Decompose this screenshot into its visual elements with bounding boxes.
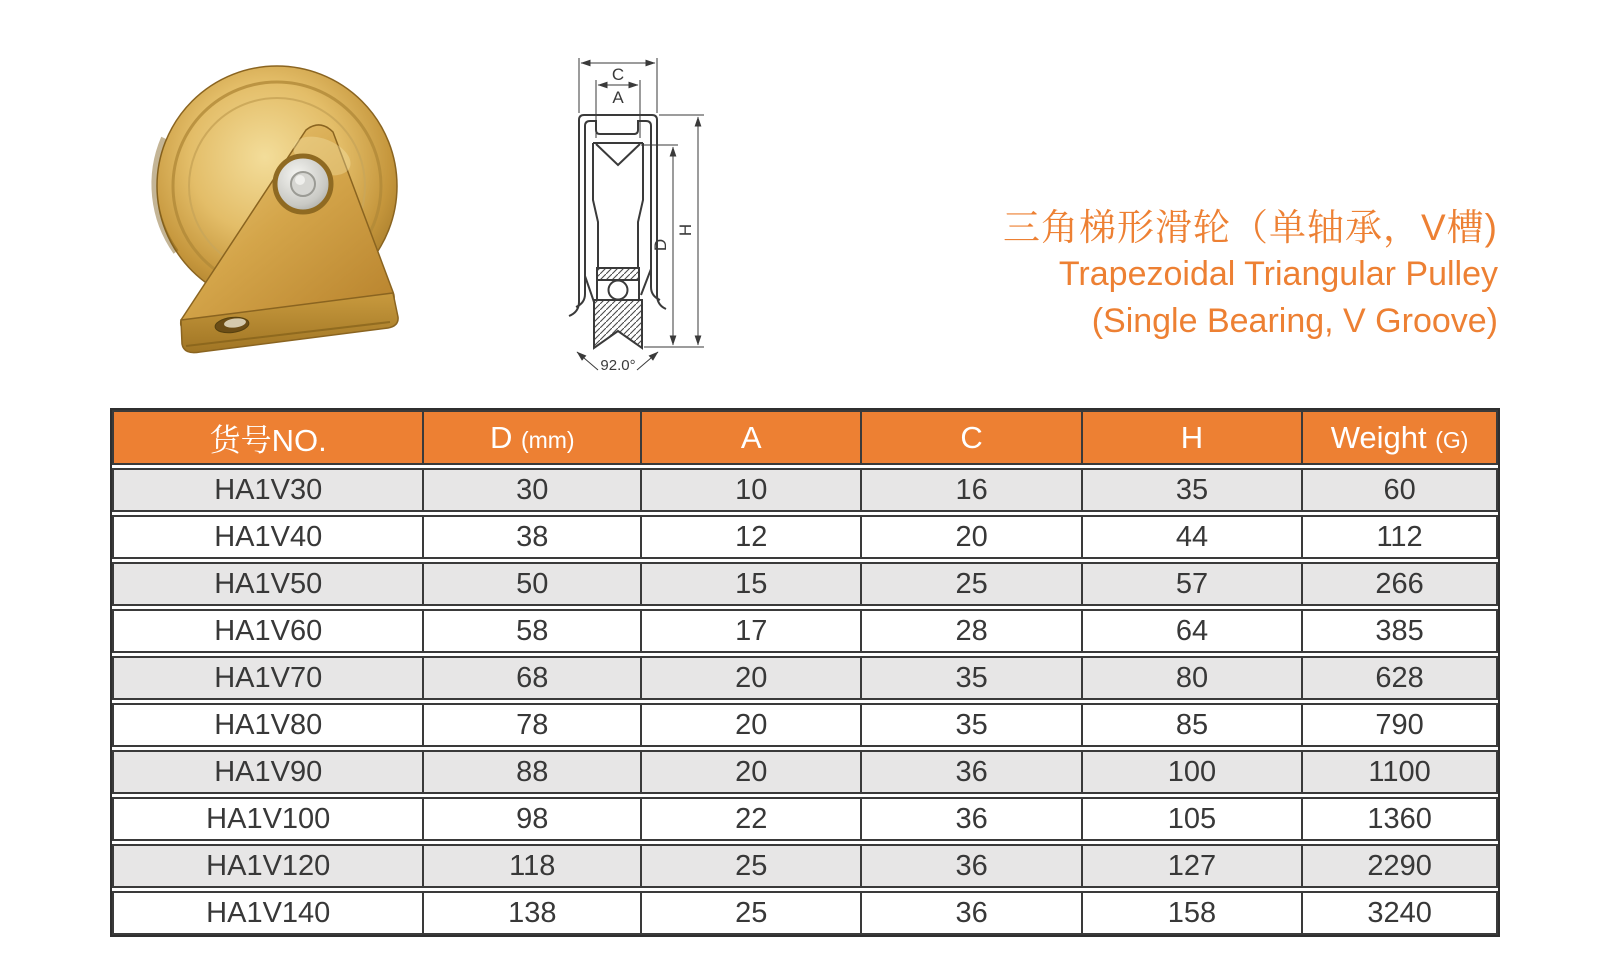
- dim-label-d: D: [651, 238, 670, 252]
- groove-angle-label: 92.0°: [600, 357, 636, 374]
- cell-a: 10: [640, 468, 860, 512]
- product-title-en-line2: (Single Bearing, V Groove): [1091, 302, 1498, 340]
- axle-bolt: [275, 156, 331, 212]
- cell-no: HA1V40: [112, 515, 422, 559]
- spec-table-wrap: [110, 408, 1500, 937]
- col-header-d-unit: (mm): [520, 426, 575, 453]
- cell-a: 20: [640, 750, 860, 794]
- col-header-weight-unit: (G): [1435, 426, 1469, 453]
- cell-weight: 385: [1301, 609, 1498, 653]
- cell-d: 118: [422, 844, 640, 888]
- cell-no: HA1V90: [112, 750, 422, 794]
- header-row: [112, 410, 1498, 465]
- table-row: [112, 609, 1498, 653]
- table-row: [112, 844, 1498, 888]
- cell-d: 38: [422, 515, 640, 559]
- col-header-d: [422, 410, 640, 465]
- col-header-a: [640, 410, 860, 465]
- cell-c: 16: [860, 468, 1080, 512]
- cell-weight: 266: [1301, 562, 1498, 606]
- cell-a: 12: [640, 515, 860, 559]
- cell-c: 35: [860, 703, 1080, 747]
- col-header-h-label: H: [1180, 419, 1204, 455]
- cell-weight: 60: [1301, 468, 1498, 512]
- cell-h: 127: [1081, 844, 1301, 888]
- cell-weight: 1100: [1301, 750, 1498, 794]
- col-header-no-label: 货号NO.: [209, 423, 327, 458]
- cell-weight: 2290: [1301, 844, 1498, 888]
- table-row: [112, 703, 1498, 747]
- col-header-weight-label: Weight: [1330, 419, 1427, 455]
- col-header-weight: [1301, 410, 1498, 465]
- cell-d: 88: [422, 750, 640, 794]
- dim-label-a: A: [612, 88, 624, 107]
- col-header-c: [860, 410, 1080, 465]
- cell-h: 85: [1081, 703, 1301, 747]
- dim-label-h: H: [676, 223, 695, 237]
- col-header-h: [1081, 410, 1301, 465]
- cell-no: HA1V100: [112, 797, 422, 841]
- cell-d: 138: [422, 891, 640, 935]
- cell-h: 44: [1081, 515, 1301, 559]
- product-title: [1003, 204, 1498, 345]
- cell-a: 17: [640, 609, 860, 653]
- cell-c: 36: [860, 844, 1080, 888]
- cell-no: HA1V140: [112, 891, 422, 935]
- cell-a: 15: [640, 562, 860, 606]
- col-header-c-label: C: [960, 419, 983, 455]
- product-title-en-line1: Trapezoidal Triangular Pulley: [1058, 255, 1498, 293]
- cell-h: 80: [1081, 656, 1301, 700]
- cell-a: 20: [640, 703, 860, 747]
- cell-no: HA1V80: [112, 703, 422, 747]
- cell-a: 25: [640, 844, 860, 888]
- cell-d: 30: [422, 468, 640, 512]
- cell-a: 22: [640, 797, 860, 841]
- table-row: [112, 562, 1498, 606]
- cell-d: 98: [422, 797, 640, 841]
- technical-drawing: [540, 40, 760, 380]
- cell-no: HA1V30: [112, 468, 422, 512]
- table-row: [112, 468, 1498, 512]
- cell-d: 58: [422, 609, 640, 653]
- cell-c: 36: [860, 750, 1080, 794]
- cell-no: HA1V50: [112, 562, 422, 606]
- cell-h: 57: [1081, 562, 1301, 606]
- cell-c: 28: [860, 609, 1080, 653]
- product-title-zh: 三角梯形滑轮（单轴承，V槽): [1003, 207, 1498, 248]
- cell-h: 64: [1081, 609, 1301, 653]
- cell-c: 36: [860, 797, 1080, 841]
- table-row: [112, 891, 1498, 935]
- col-header-no: [112, 410, 422, 465]
- cell-h: 105: [1081, 797, 1301, 841]
- cell-c: 25: [860, 562, 1080, 606]
- cell-h: 100: [1081, 750, 1301, 794]
- cell-h: 158: [1081, 891, 1301, 935]
- spec-table-body: [112, 468, 1498, 935]
- table-row: [112, 656, 1498, 700]
- cell-c: 35: [860, 656, 1080, 700]
- cell-h: 35: [1081, 468, 1301, 512]
- cell-no: HA1V70: [112, 656, 422, 700]
- cell-no: HA1V60: [112, 609, 422, 653]
- cell-weight: 628: [1301, 656, 1498, 700]
- spec-table: [112, 408, 1498, 937]
- cell-a: 20: [640, 656, 860, 700]
- col-header-a-label: A: [740, 419, 762, 455]
- cell-weight: 1360: [1301, 797, 1498, 841]
- cell-c: 36: [860, 891, 1080, 935]
- cell-d: 68: [422, 656, 640, 700]
- col-header-d-label: D: [489, 419, 513, 455]
- cell-weight: 790: [1301, 703, 1498, 747]
- product-photo: [140, 33, 480, 370]
- cell-a: 25: [640, 891, 860, 935]
- cell-c: 20: [860, 515, 1080, 559]
- table-row: [112, 797, 1498, 841]
- table-row: [112, 750, 1498, 794]
- table-row: [112, 515, 1498, 559]
- cell-no: HA1V120: [112, 844, 422, 888]
- cell-weight: 3240: [1301, 891, 1498, 935]
- cell-d: 78: [422, 703, 640, 747]
- cell-d: 50: [422, 562, 640, 606]
- cell-weight: 112: [1301, 515, 1498, 559]
- dim-label-c: C: [611, 65, 625, 84]
